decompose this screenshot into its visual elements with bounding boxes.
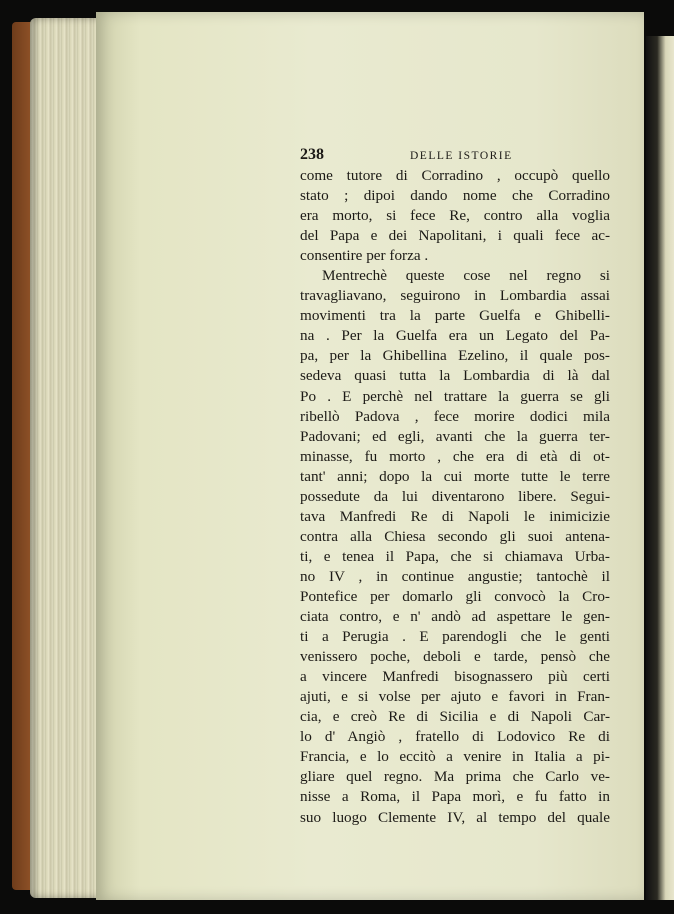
text-line: ti a Perugia . E parendogli che le genti xyxy=(300,628,610,646)
text-line: a vincere Manfredi bisognassero più certi xyxy=(300,668,610,686)
text-line: tava Manfredi Re di Napoli le inimicizie xyxy=(300,507,610,525)
facing-page-edge xyxy=(646,36,674,900)
text-line: movimenti tra la parte Guelfa e Ghibelli- xyxy=(300,307,610,325)
text-line: na . Per la Guelfa era un Legato del Pa- xyxy=(300,327,610,345)
running-title: DELLE ISTORIE xyxy=(410,150,513,162)
text-line: ti, e tenea il Papa, che si chiamava Urba- xyxy=(300,547,610,565)
text-line: stato ; dipoi dando nome che Corradino xyxy=(300,187,610,205)
text-line: era morto, si fece Re, contro alla voglia xyxy=(300,207,610,225)
text-line: tant' anni; dopo la cui morte tutte le terre xyxy=(300,467,610,485)
text-line: consentire per forza . xyxy=(300,247,429,265)
text-line: no IV , in continue angustie; tantochè il xyxy=(300,567,610,585)
text-line: travagliavano, seguirono in Lombardia assai xyxy=(300,287,610,305)
running-head xyxy=(300,146,610,166)
text-line: lo d' Angiò , fratello di Lodovico Re di xyxy=(300,728,610,746)
text-line: contra alla Chiesa secondo gli suoi antena- xyxy=(300,527,610,545)
text-line: possedute da lui diventarono libere. Segui- xyxy=(300,487,610,505)
page-number: 238 xyxy=(300,146,324,163)
text-line: pa, per la Ghibellina Ezelino, il quale pos- xyxy=(300,347,610,365)
text-line: Padovani; ed egli, avanti che la guerra ter- xyxy=(300,427,610,445)
text-line: ribellò Padova , fece morire dodici mila xyxy=(300,407,610,425)
text-line: cia, e creò Re di Sicilia e di Napoli Car- xyxy=(300,708,610,726)
text-line: del Papa e dei Napolitani, i quali fece ac- xyxy=(300,227,610,245)
text-line: suo luogo Clemente IV, al tempo del quale xyxy=(300,808,610,826)
text-line: minasse, fu morto , che era di età di ot- xyxy=(300,447,610,465)
text-line: come tutore di Corradino , occupò quello xyxy=(300,167,610,184)
text-line: gliare quel regno. Ma prima che Carlo ve- xyxy=(300,768,610,786)
text-line: ciata contro, e n' andò ad aspettare le gen- xyxy=(300,608,610,626)
text-line: Pontefice per domarlo gli convocò la Cro- xyxy=(300,587,610,605)
text-line: sedeva quasi tutta la Lombardia di là dal xyxy=(300,367,610,385)
text-line: Mentrechè queste cose nel regno si xyxy=(322,267,610,285)
page-text-block xyxy=(300,146,610,828)
text-line: Po . E perchè nel trattare la guerra se gli xyxy=(300,387,610,405)
text-line: Francia, e lo eccitò a venire in Italia a pi- xyxy=(300,748,610,766)
text-line: ajuti, e si volse per ajuto e favori in Fran- xyxy=(300,688,610,706)
body-text xyxy=(300,166,610,828)
text-line: venissero poche, deboli e tarde, pensò che xyxy=(300,648,610,666)
text-line: nisse a Roma, il Papa morì, e fu fatto in xyxy=(300,788,610,806)
